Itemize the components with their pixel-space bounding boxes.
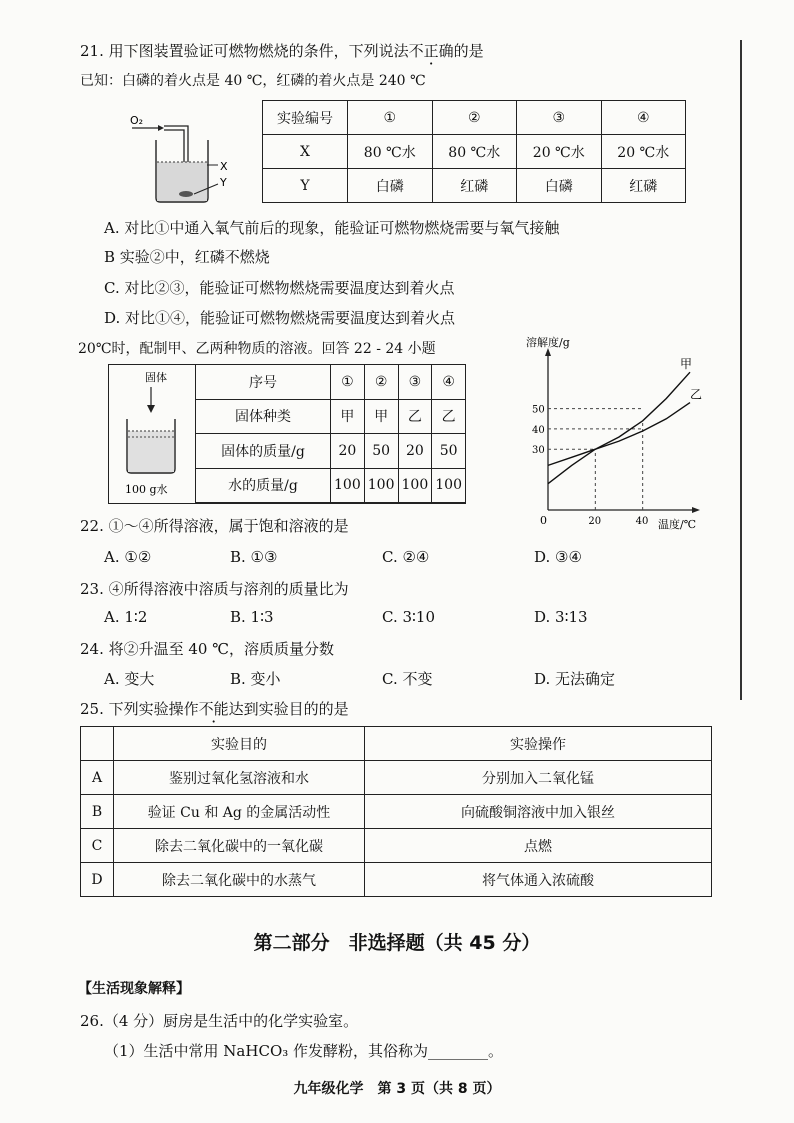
series-line-yi — [548, 403, 690, 484]
q21-option-c: C. 对比②③，能验证可燃物燃烧需要温度达到着火点 — [104, 279, 455, 297]
q24-option-a: A. 变大 — [104, 670, 155, 688]
table-header-row: 实验目的 实验操作 — [81, 727, 712, 761]
q26-sub1: （1）生活中常用 NaHCO₃ 作发酵粉，其俗称为________。 — [104, 1042, 504, 1060]
series-label: 乙 — [690, 387, 703, 402]
margin-line — [740, 40, 742, 700]
y-label: Y — [220, 176, 227, 189]
x-tick-label: 20 — [588, 516, 602, 527]
origin-label: 0 — [540, 514, 547, 527]
q21-apparatus-figure — [118, 110, 248, 210]
table-row: 固体种类 甲 甲 乙 乙 — [196, 399, 466, 434]
table-row: A 鉴别过氧化氢溶液和水 分别加入二氧化锰 — [81, 761, 712, 795]
q21-title: 21. 用下图装置验证可燃物燃烧的条件，下列说法不正确的是 — [80, 42, 484, 60]
section-heading: 【生活现象解释】 — [78, 981, 190, 997]
table-row: C 除去二氧化碳中的一氧化碳 点燃 — [81, 829, 712, 863]
table-row: Y 白磷 红磷 白磷 红磷 — [263, 169, 686, 203]
q22-option-b: B. ①③ — [230, 548, 278, 566]
table-row: 水的质量/g 100 100 100 100 — [196, 468, 466, 503]
q25-table — [80, 726, 712, 897]
q23-title: 23. ④所得溶液中溶质与溶剂的质量比为 — [80, 580, 349, 598]
page-footer: 九年级化学 第 3 页（共 8 页） — [293, 1081, 501, 1097]
part2-heading: 第二部分 非选择题（共 45 分） — [253, 932, 541, 954]
beaker-top-label: 固体 — [145, 371, 167, 384]
q23-option-b: B. 1∶3 — [230, 608, 274, 626]
y-tick-label: 40 — [532, 424, 545, 436]
table-row: X 80 ℃水 80 ℃水 20 ℃水 20 ℃水 — [263, 135, 686, 169]
q23-option-c: C. 3∶10 — [382, 608, 436, 626]
q21-option-a: A. 对比①中通入氧气前后的现象，能验证可燃物燃烧需要与氧气接触 — [104, 219, 560, 237]
x-tick-label: 40 — [635, 516, 649, 527]
q22-option-c: C. ②④ — [382, 548, 430, 566]
q21-table — [262, 100, 686, 203]
series-label: 甲 — [680, 357, 693, 372]
solution-table-frame — [108, 364, 466, 504]
q23-option-d: D. 3∶13 — [534, 608, 588, 626]
solubility-chart — [518, 334, 718, 534]
q25-title: 25. 下列实验操作不能达到实验目的的是 — [80, 700, 349, 718]
q24-title: 24. 将②升温至 40 ℃，溶质质量分数 — [80, 640, 335, 658]
q22-option-d: D. ③④ — [534, 548, 582, 566]
table-row: B 验证 Cu 和 Ag 的金属活动性 向硫酸铜溶液中加入银丝 — [81, 795, 712, 829]
table-row: D 除去二氧化碳中的水蒸气 将气体通入浓硫酸 — [81, 863, 712, 897]
y-axis-label: 溶解度/g — [526, 336, 570, 349]
q22-option-a: A. ①② — [104, 548, 152, 566]
table-header-row: 实验编号 ① ② ③ ④ — [263, 101, 686, 135]
intro-22-24: 20℃时，配制甲、乙两种物质的溶液。回答 22 - 24 小题 — [78, 341, 436, 357]
q22-title: 22. ①～④所得溶液，属于饱和溶液的是 — [80, 517, 349, 535]
beaker-figure — [109, 365, 195, 503]
q24-option-d: D. 无法确定 — [534, 670, 616, 688]
q21-option-d: D. 对比①④，能验证可燃物燃烧需要温度达到着火点 — [104, 309, 456, 327]
y-tick-label: 50 — [532, 404, 545, 416]
table-row: 固体的质量/g 20 50 20 50 — [196, 434, 466, 469]
o2-label: O₂ — [130, 114, 144, 127]
x-axis-label: 温度/℃ — [658, 518, 697, 531]
q21-option-b: B 实验②中，红磷不燃烧 — [104, 248, 270, 266]
series-line-jia — [548, 372, 690, 465]
x-label: X — [220, 160, 228, 173]
table-header-row: 序号 ① ② ③ ④ — [196, 365, 466, 400]
beaker-bottom-label: 100 g水 — [125, 483, 168, 496]
q21-known: 已知：白磷的着火点是 40 ℃，红磷的着火点是 240 ℃ — [80, 73, 426, 89]
y-tick-label: 30 — [532, 445, 545, 457]
solution-table — [195, 364, 466, 503]
q26-title: 26.（4 分）厨房是生活中的化学实验室。 — [80, 1012, 359, 1030]
q24-option-c: C. 不变 — [382, 670, 433, 688]
q24-option-b: B. 变小 — [230, 670, 281, 688]
q23-option-a: A. 1∶2 — [104, 608, 148, 626]
